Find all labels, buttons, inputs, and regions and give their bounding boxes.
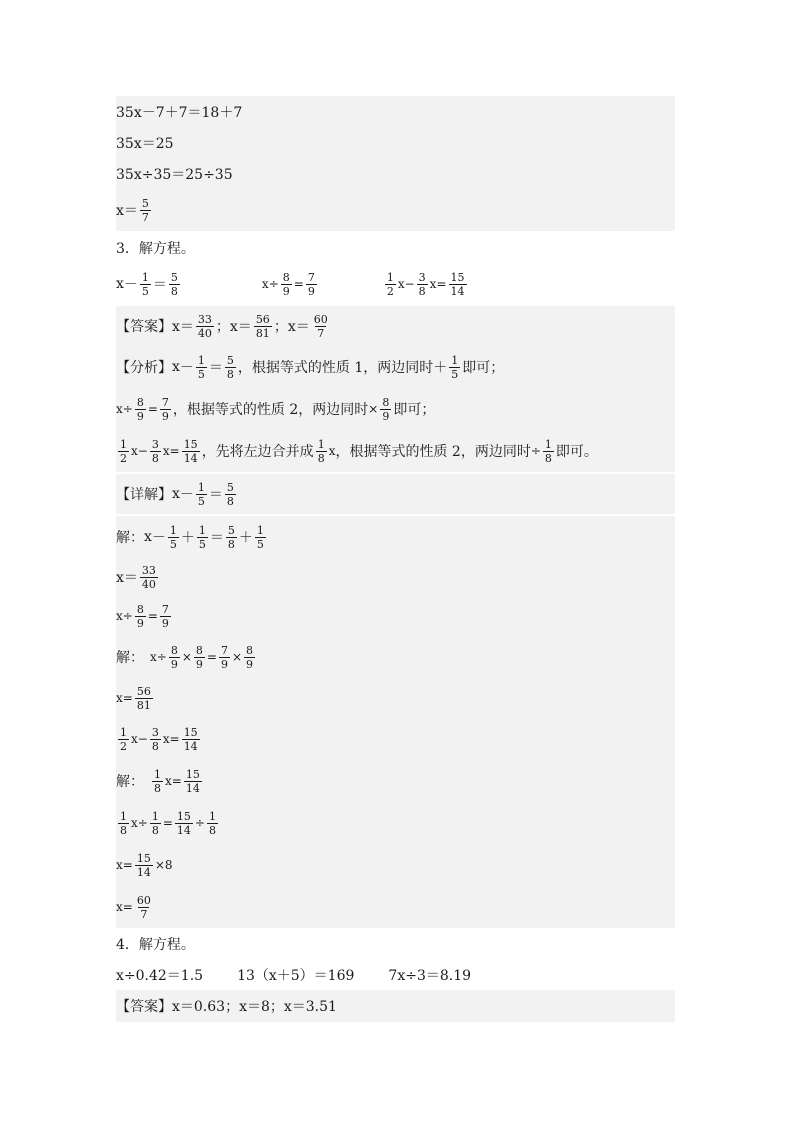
q4-equation-3: 7x÷3＝8.19 [388, 968, 472, 984]
fraction: $\frac{8}{9}$ [136, 602, 144, 630]
q3-analysis-1: 【分析】 x － $\frac{1}{5}$ ＝ $\frac{5}{8}$ ，根据等式的性质 1，两边同时 ＋ $\frac{1}{5}$ 即可； [116, 346, 675, 388]
fraction: $\frac{1}{5}$ [141, 270, 149, 298]
q3-detail-10: x = $\frac{15}{14}$ ×8 [116, 844, 675, 886]
fraction: $\frac{5}{7}$ [141, 196, 149, 224]
q3-detail-7: $\frac{1}{2}$ x − $\frac{3}{8}$ x = $\frac{15}{14}$ [116, 718, 675, 760]
q3-detail-1: 【详解】 x － $\frac{1}{5}$ ＝ $\frac{5}{8}$ [116, 474, 675, 514]
fraction: $\frac{5}{8}$ [226, 480, 234, 508]
fraction: $\frac{5}{8}$ [227, 523, 235, 551]
fraction: $\frac{7}{9}$ [161, 395, 169, 423]
equation-text: 35x÷35＝25÷35 [116, 166, 233, 183]
equation-text: x＝ [116, 203, 138, 219]
fraction: $\frac{1}{8}$ [317, 437, 325, 465]
q3-analysis-2: x ÷ $\frac{8}{9}$ = $\frac{7}{9}$ ，根据等式的性质 2，两边同时 × $\frac{8}{9}$ 即可； [116, 388, 675, 430]
fraction: $\frac{3}{8}$ [418, 270, 426, 298]
question-4-title: 4．解方程。 [116, 937, 195, 953]
fraction: $\frac{1}{5}$ [197, 480, 205, 508]
q3-detail-4: x ÷ $\frac{8}{9}$ = $\frac{7}{9}$ [116, 596, 675, 636]
equation-text: 35x＝25 [116, 135, 174, 152]
fraction: $\frac{15}{14}$ [185, 767, 200, 795]
fraction: $\frac{33}{40}$ [197, 312, 212, 340]
q3-answer: 【答案】 x＝ $\frac{33}{40}$ ； x＝ $\frac{56}{81}$ ； x＝ $\frac{60}{7}$ [116, 306, 675, 346]
fraction: $\frac{1}{8}$ [154, 767, 161, 795]
fraction: $\frac{56}{81}$ [255, 312, 270, 340]
prev-step-1 [116, 96, 675, 127]
q3-detail-8: 解： $\frac{1}{8}$ x = $\frac{15}{14}$ [116, 760, 675, 802]
fraction: $\frac{8}{9}$ [246, 643, 254, 671]
fraction: $\frac{1}{5}$ [169, 523, 177, 551]
fraction: $\frac{15}{14}$ [136, 851, 151, 879]
question-4-equations [116, 961, 675, 989]
fraction: $\frac{1}{5}$ [198, 523, 206, 551]
fraction: $\frac{8}{9}$ [195, 643, 203, 671]
prev-step-3 [116, 158, 675, 189]
q4-equation-1: x÷0.42＝1.5 [116, 968, 204, 984]
fraction: $\frac{15}{14}$ [450, 270, 465, 298]
fraction: $\frac{8}{9}$ [136, 395, 144, 423]
fraction: $\frac{60}{7}$ [136, 893, 151, 921]
fraction: $\frac{5}{8}$ [226, 353, 234, 381]
q3-detail-9: $\frac{1}{8}$ x ÷ $\frac{1}{8}$ = $\frac{15}{14}$ ÷ $\frac{1}{8}$ [116, 802, 675, 844]
prev-step-4 [116, 189, 675, 231]
question-3-title: 3．解方程。 [116, 241, 195, 257]
fraction: $\frac{1}{2}$ [386, 270, 394, 298]
fraction: $\frac{5}{8}$ [170, 270, 178, 298]
q3-detail-5: 解： x ÷ $\frac{8}{9}$ × $\frac{8}{9}$ = $\frac{7}{9}$ × $\frac{8}{9}$ [116, 636, 675, 678]
fraction: $\frac{1}{8}$ [208, 809, 216, 837]
equation-text: 35x－7＋7＝18＋7 [116, 104, 243, 121]
fraction: $\frac{15}{14}$ [183, 725, 198, 753]
q3-detail-11: x = $\frac{60}{7}$ [116, 886, 675, 928]
fraction: $\frac{60}{7}$ [313, 312, 328, 340]
fraction: $\frac{3}{8}$ [151, 725, 159, 753]
fraction: $\frac{3}{8}$ [151, 437, 159, 465]
q3-analysis-3: $\frac{1}{2}$ x − $\frac{3}{8}$ x = $\frac{15}{14}$ ，先将左边合并成 $\frac{1}{8}$ x ，根据等式的性质 2，两边同时 ÷ $\frac{1}{8}$ 即可。 [116, 430, 675, 472]
fraction: $\frac{1}{8}$ [120, 809, 127, 837]
fraction: $\frac{56}{81}$ [136, 684, 151, 712]
q4-equation-2: 13（x＋5）＝169 [237, 968, 355, 984]
fraction: $\frac{15}{14}$ [176, 809, 191, 837]
fraction: $\frac{8}{9}$ [282, 270, 290, 298]
fraction: $\frac{33}{40}$ [141, 563, 156, 591]
fraction: $\frac{8}{9}$ [170, 643, 178, 671]
fraction: $\frac{7}{9}$ [161, 602, 169, 630]
fraction: $\frac{1}{8}$ [151, 809, 159, 837]
fraction: $\frac{1}{8}$ [544, 437, 552, 465]
fraction: $\frac{1}{2}$ [120, 725, 127, 753]
prev-step-2 [116, 127, 675, 158]
fraction: $\frac{1}{2}$ [120, 437, 127, 465]
fraction: $\frac{7}{9}$ [220, 643, 228, 671]
question-3-equations: x － $\frac{1}{5}$ ＝ $\frac{5}{8}$ x ÷ $\frac{8}{9}$ = $\frac{7}{9}$ $\frac{1}{2}$ x − $\frac{3}{8}$ x = $\frac{15}{14}$ [116, 270, 465, 298]
q4-answer: 【答案】 x＝0.63；x＝8；x＝3.51 [116, 990, 675, 1022]
q3-detail-2: 解： x － $\frac{1}{5}$ ＋ $\frac{1}{5}$ ＝ $\frac{5}{8}$ ＋ $\frac{1}{5}$ [116, 516, 675, 558]
q3-detail-6: x = $\frac{56}{81}$ [116, 678, 675, 718]
fraction: $\frac{1}{5}$ [197, 353, 205, 381]
fraction: $\frac{15}{14}$ [183, 437, 198, 465]
q3-detail-3: x＝ $\frac{33}{40}$ [116, 558, 675, 596]
fraction: $\frac{8}{9}$ [382, 395, 390, 423]
fraction: $\frac{7}{9}$ [307, 270, 315, 298]
fraction: $\frac{1}{5}$ [256, 523, 264, 551]
fraction: $\frac{1}{5}$ [451, 353, 459, 381]
